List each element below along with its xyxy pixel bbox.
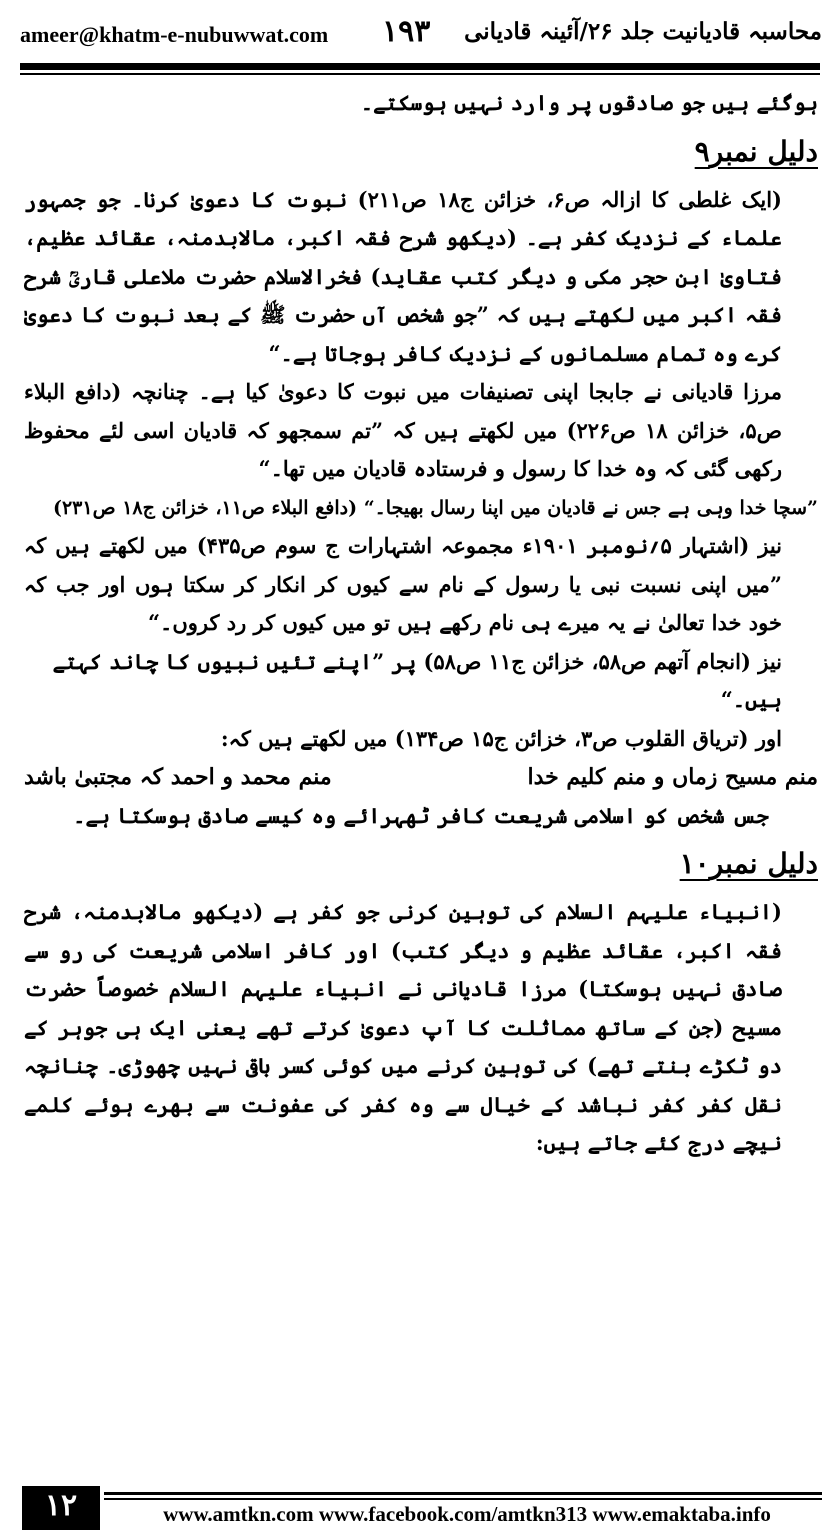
paragraph-dafi-ul-bala: مرزا قادیانی نے جابجا اپنی تصنیفات میں نبوت کا دعویٰ کیا ہے۔ چنانچہ (دافع البلاء ص۵، خزائن ۱۸ ص۲۲۶) میں لکھتے ہیں کہ ”تم سمجھو کہ قادیان اسی لئے محفوظ رکھی گئی کہ وہ خدا کا رسول و فرستادہ قادیان میں تھا۔“ bbox=[24, 379, 782, 481]
persian-couplet bbox=[24, 758, 818, 797]
header-page-number: ١٩٣ bbox=[382, 14, 431, 49]
header-rule-thick bbox=[20, 63, 820, 70]
paragraph-quote-true-god: ”سچا خدا وہی ہے جس نے قادیان میں اپنا رسال بھیجا۔“ (دافع البلاء ص۱۱، خزائن ج۱۸ ص۲۳۱) bbox=[52, 496, 818, 519]
page-footer bbox=[22, 1486, 822, 1530]
header-rule-thin bbox=[20, 73, 820, 75]
paragraph-claim-10: (انبیاء علیہم السلام کی توہین کرنی جو کفر ہے (دیکھو مالابدمنہ، شرح فقہ اکبر، عقائد عظیم و دیگر کتب) اور کافر اسلامی شریعت کی رو سے صادق نہیں ہوسکتا) مرزا قادیانی نے انبیاء علیہم السلام خصوصاً حضرت مسیح (جن کے ساتھ مماثلت کا آپ دعویٰ کرتے تھے یعنی ایک ہی جوہر کے دو ٹکڑے بنتے تھے) کی توہین کرنے میں کوئی کسر باقی نہیں چھوڑی۔ چنانچہ نقل کفر کفر نباشد کے خیال سے وہ کفر کی عفونت سے بھرے ہوئے کلمے نیچے درج کئے جاتے ہیں: bbox=[24, 899, 782, 1155]
paragraph-tiryaq: اور (تریاق القلوب ص۳، خزائن ج۱۵ ص۱۳۴) میں لکھتے ہیں کہ: bbox=[220, 725, 782, 751]
footer-rule-thin bbox=[104, 1498, 822, 1500]
section-heading-9: دلیل نمبر۹ bbox=[694, 134, 818, 168]
paragraph-continuation: ہوگئے ہیں جو صادقوں پر وارد نہیں ہوسکتے۔ bbox=[360, 90, 818, 115]
couplet-second-hemistich: منم محمد و احمد کہ مجتبیٰ باشد bbox=[24, 764, 332, 790]
section-heading-10: دلیل نمبر۱۰ bbox=[679, 847, 818, 880]
footer-page-number: ١٢ bbox=[22, 1486, 100, 1530]
paragraph-ishtihar: نیز (اشتہار ۵؍نومبر ۱۹۰۱ء مجموعہ اشتہارات ج سوم ص۴۳۵) میں لکھتے ہیں کہ ”میں اپنی نسبت نبی یا رسول کے نام سے کیوں کر انکار کر سکتا ہوں اور جب کہ خود خدا تعالیٰ نے یہ میرے ہی نام رکھے ہیں تو میں کیوں کر رد کروں۔“ bbox=[24, 533, 783, 635]
header-book-title: محاسبہ قادیانیت جلد ۲۶/آئینہ قادیانی bbox=[464, 18, 822, 45]
paragraph-claim-9: (ایک غلطی کا ازالہ ص۶، خزائن ج۱۸ ص۲۱۱) نبوت کا دعویٰ کرنا۔ جو جمہور علماء کے نزدیک کفر ہے۔ (دیکھو شرح فقہ اکبر، مالابدمنہ، عقائد عظیم، فتاویٰ ابن حجر مکی و دیگر کتب عقاید) فخرالاسلام حضرت ملاعلی قاریؒ شرح فقہ اکبر میں لکھتے ہیں کہ ”جو شخص آں حضرت ﷺ کے بعد نبوت کا دعویٰ کرے وہ تمام مسلمانوں کے نزدیک کافر ہوجاتا ہے۔“ bbox=[24, 186, 782, 366]
footer-urls: www.amtkn.com www.facebook.com/amtkn313 www.emaktaba.info bbox=[163, 1502, 771, 1526]
paragraph-conclusion-9: جس شخص کو اسلامی شریعت کافر ٹھہرائے وہ کیسے صادق ہوسکتا ہے۔ bbox=[73, 802, 769, 828]
paragraph-anjam-atham: نیز (انجام آتھم ص۵۸، خزائن ج۱۱ ص۵۸) پر ”اپنے تئیں نبیوں کا چاند کہتے ہیں۔“ bbox=[52, 648, 782, 712]
footer-rule-thick bbox=[104, 1492, 822, 1495]
couplet-first-hemistich: منم مسیح زماں و منم کلیم خدا bbox=[527, 764, 818, 790]
header-email: ameer@khatm-e-nubuwwat.com bbox=[20, 22, 329, 47]
page-header bbox=[20, 12, 822, 60]
page-body bbox=[24, 84, 818, 1163]
